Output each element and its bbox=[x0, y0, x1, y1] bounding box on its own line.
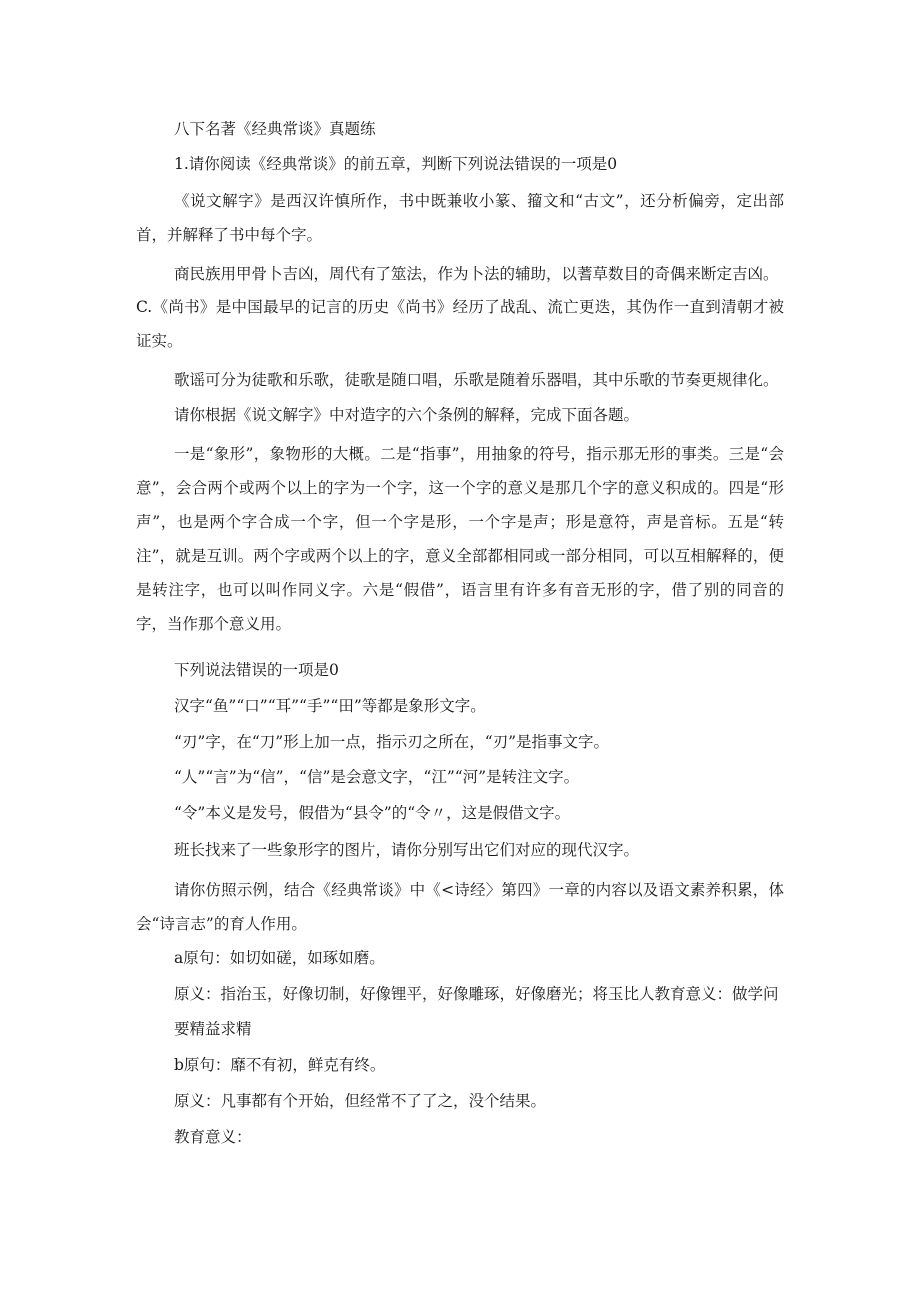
question-1-stem: 1.请你阅读《经典常谈》的前五章，判断下列说法错误的一项是0 bbox=[174, 155, 618, 173]
question-2-option-d: “令”本义是发号，假借为“县令”的“令〃，这是假借文字。 bbox=[174, 804, 571, 822]
question-2-passage: 一是“象形”，象物形的大概。二是“指事”，用抽象的符号，指示那无形的事类。三是“会意”，会合两个或两个以上的字为一个字，这一个字的意义是那几个字的意义积成的。四是“形声”，也是两个字合成一个字，但一个字是形，一个字是声；形是意符，声是音标。五是“转注”，就是互训。两个字或两个以上的字，意义全部都相同或一部分相同，可以互相解释的，便是转注字，也可以叫作同义字。六是“假借”，语言里有许多有音无形的字，借了别的同音的字，当作那个意义用。 bbox=[136, 445, 784, 633]
example-a-meaning-cont: 要精益求精 bbox=[174, 1020, 252, 1038]
question-2-option-b: “刃”字，在“刀”形上加一点，指示刃之所在，“刃”是指事文字。 bbox=[174, 733, 610, 751]
question-2-intro: 请你根据《说文解字》中对造字的六个条例的解释，完成下面各题。 bbox=[174, 406, 640, 424]
example-b-original: b原句：靡不有初，鲜克有终。 bbox=[174, 1056, 386, 1074]
question-2-option-a: 汉字“鱼”“口”“耳”“手”“田”等都是象形文字。 bbox=[174, 697, 486, 715]
question-2-stem: 下列说法错误的一项是0 bbox=[174, 661, 339, 679]
example-b-meaning: 原义：凡事都有个开始，但经常不了了之，没个结果。 bbox=[174, 1092, 547, 1110]
question-1-option-c: C.《尚书》是中国最早的记言的历史《尚书》经历了战乱、流亡更迭，其伪作一直到清朝才被证实。 bbox=[136, 298, 784, 350]
question-1-option-b: 商民族用甲骨卜吉凶，周代有了筮法，作为卜法的辅助，以蓍草数目的奇偶来断定吉凶。 bbox=[174, 265, 779, 283]
question-1-option-a: 《说文解字》是西汉许慎所作，书中既兼收小篆、籀文和“古文”，还分析偏旁，定出部首，并解释了书中每个字。 bbox=[136, 192, 784, 244]
question-4-intro: 请你仿照示例，结合《经典常谈》中《<诗经〉第四》一章的内容以及语文素养积累，体会“诗言志”的育人作用。 bbox=[136, 881, 784, 933]
question-2-option-c: “人”“言”为“信”，“信”是会意文字，“江”“河”是转注文字。 bbox=[174, 768, 580, 786]
example-a-meaning: 原义：指治玉，好像切制，好像锂平，好像雕琢，好像磨光；将玉比人教育意义：做学问 bbox=[174, 985, 779, 1003]
example-b-education-label: 教育意义： bbox=[174, 1128, 252, 1146]
example-a-original: a原句：如切如磋，如琢如磨。 bbox=[174, 949, 385, 967]
question-3: 班长找来了一些象形字的图片，请你分别写出它们对应的现代汉字。 bbox=[174, 841, 640, 859]
question-1-option-d: 歌谣可分为徒歌和乐歌，徒歌是随口唱，乐歌是随着乐器唱，其中乐歌的节奏更规律化。 bbox=[174, 371, 779, 389]
page-title: 八下名著《经典常谈》真题练 bbox=[174, 120, 376, 138]
